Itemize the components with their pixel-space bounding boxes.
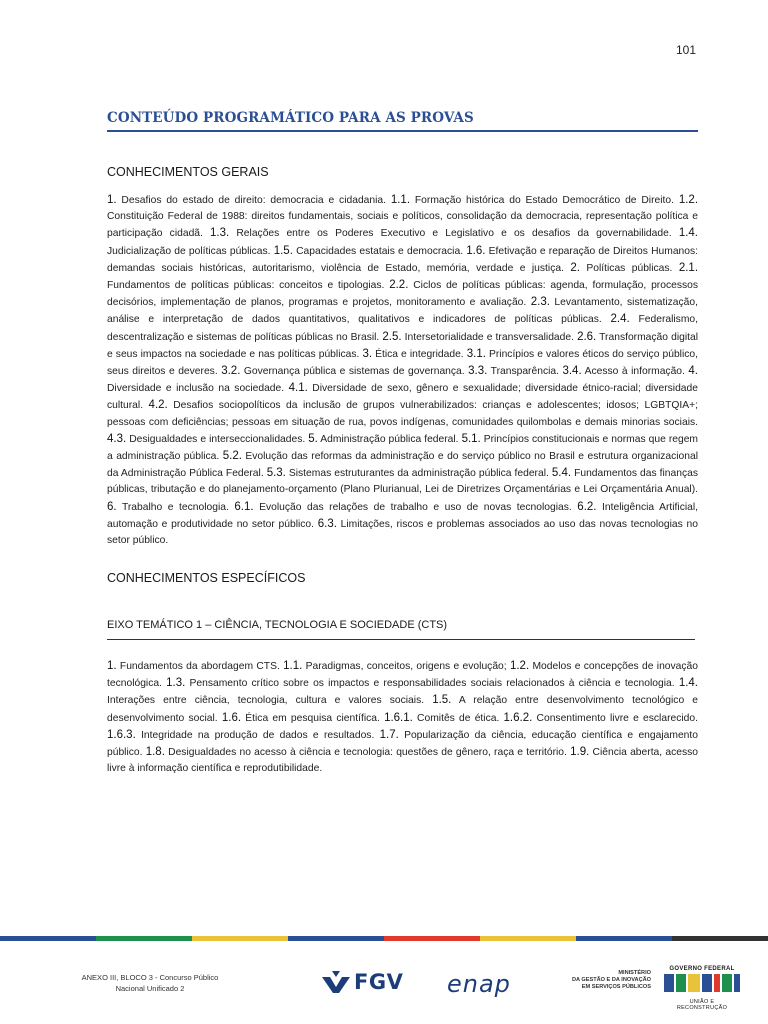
general-item-number: 1.6. — [466, 244, 486, 257]
general-item-text: Evolução das reformas da administração e do serviço público no Brasil e estrutura organizacional da Administração Pública Federal. — [107, 451, 699, 480]
general-item-text: Ética e integridade. — [372, 348, 467, 360]
general-item-text: Diversidade de sexo, gênero e sexualidade; diversidade étnico-racial; diversidade cultural. — [107, 383, 698, 412]
general-item-text: Diversidade e inclusão na sociedade. — [107, 383, 289, 395]
general-item-text: Acesso à informação. — [581, 366, 689, 378]
specific-item-number: 1.6. — [221, 711, 242, 724]
specific-item-text: Comitês de ética. — [412, 712, 504, 724]
footer-color-stripes — [0, 936, 768, 941]
federal-government-slogan: UNIÃO E RECONSTRUÇÃO — [676, 999, 728, 1011]
specific-item-text: Integridade na produção de dados e resultados. — [135, 729, 380, 741]
general-item-text: Limitações, riscos e problemas associados ao uso das novas tecnologias no setor público. — [107, 518, 698, 547]
general-item-text: Relações entre os Poderes Executivo e Legislativo e os desafios da governabilidade. — [229, 228, 679, 240]
general-item-text: Fundamentos das finanças públicas, tributação e do planejamento-orçamento (Plano Plurianual, Lei de Diretrizes Orçamentárias e Lei Orçamentária Anual). — [107, 468, 698, 496]
general-item-number: 3. — [362, 347, 373, 360]
general-item-text: Levantamento, sistematização, análise e interpretação de dados quantitativos, qualitativos e indicadores de políticas públicas. — [107, 297, 698, 326]
general-item-text: Constituição Federal de 1988: direitos fundamentais, sociais e políticos, consolidação da democracia, representação política e participação cidadã. — [107, 211, 698, 240]
general-item-number: 1.3. — [210, 227, 230, 240]
specific-item-text: A relação entre desenvolvimento tecnológico e desenvolvimento social. — [107, 695, 698, 724]
specific-item-number: 1.3. — [166, 677, 186, 690]
specific-item-text: Interações entre ciência, tecnologia, cultura e valores sociais. — [107, 695, 433, 707]
general-item-number: 3.2. — [221, 365, 241, 378]
footer-stripe — [288, 936, 384, 941]
thematic-axis-rule — [107, 639, 695, 640]
general-item-text: Governança pública e sistemas de governança. — [240, 366, 469, 378]
general-knowledge-heading: CONHECIMENTOS GERAIS — [107, 165, 269, 179]
general-item-number: 1.5. — [273, 244, 293, 257]
general-item-text: Federalismo, descentralização e sistemas de políticas públicas no Brasil. — [107, 314, 698, 343]
specific-item-number: 1.5. — [432, 694, 452, 707]
general-item-text: Inteligência Artificial, automação e produtividade no setor público. — [107, 501, 698, 530]
specific-item-number: 1.6.2. — [503, 711, 533, 724]
footer-annex-line-1: ANEXO III, BLOCO 3 - Concurso Público — [81, 973, 219, 982]
general-item-text: Desafios do estado de direito: democracia e cidadania. — [116, 195, 391, 206]
general-item-number: 2. — [570, 261, 580, 274]
footer-stripe — [96, 936, 192, 941]
ministry-logo-text — [565, 970, 651, 991]
general-item-text: Ciclos de políticas públicas: agenda, formulação, processos decisórios, implementação de planos, programas e projetos, monitoramento e avaliação. — [107, 280, 699, 309]
footer-stripe — [192, 936, 288, 941]
specific-item-number: 1. — [107, 660, 117, 672]
general-item-text: Intersetorialidade e transversalidade. — [401, 331, 578, 343]
general-item-text: Judicialização de políticas públicas. — [107, 245, 274, 257]
general-item-text: Evolução das relações de trabalho e uso de novas tecnologias. — [253, 501, 578, 513]
general-item-text: Políticas públicas. — [579, 262, 679, 274]
specific-knowledge-heading: CONHECIMENTOS ESPECÍFICOS — [107, 571, 306, 585]
ministry-line-1: MINISTÉRIO — [618, 970, 651, 976]
ministry-line-3: EM SERVIÇOS PÚBLICOS — [581, 984, 651, 990]
general-item-number: 5.4. — [551, 467, 572, 480]
footer-stripe — [672, 936, 768, 941]
general-item-text: Formação histórica do Estado Democrático de Direito. — [410, 195, 679, 206]
general-item-number: 5.2. — [222, 450, 242, 463]
general-item-text: Fundamentos de políticas públicas: conceitos e tipologias. — [107, 280, 390, 292]
general-item-text: Princípios e valores éticos do serviço público, seus direitos e deveres. — [107, 348, 698, 378]
general-item-number: 4.2. — [148, 399, 168, 412]
footer-stripe — [0, 936, 96, 941]
general-item-number: 3.1. — [466, 347, 486, 360]
footer-stripe — [480, 936, 576, 941]
brasil-wordmark-icon — [664, 972, 740, 994]
specific-item-text: Desigualdades no acesso à ciência e tecnologia: questões de gênero, raça e território. — [164, 747, 571, 759]
specific-item-text: Paradigmas, conceitos, origens e evolução; — [302, 661, 510, 672]
title-underline — [107, 130, 698, 132]
thematic-axis-heading: EIXO TEMÁTICO 1 – CIÊNCIA, TECNOLOGIA E SOCIEDADE (CTS) — [107, 619, 448, 631]
specific-item-number: 1.4. — [678, 677, 698, 690]
footer-annex-text — [60, 972, 240, 994]
specific-item-text: Pensamento crítico sobre os impactos e responsabilidades sociais relacionados à ciência e tecnologia. — [185, 678, 679, 690]
specific-item-text: Popularização da ciência, educação científica e engajamento público. — [107, 729, 698, 759]
general-item-text: Capacidades estatais e democracia. — [292, 245, 467, 257]
general-item-number: 6. — [107, 500, 117, 513]
general-item-number: 4.1. — [288, 382, 308, 395]
specific-item-text: Fundamentos da abordagem CTS. — [116, 661, 284, 672]
general-item-number: 3.4. — [562, 365, 582, 378]
general-item-text: Trabalho e tecnologia. — [116, 501, 235, 513]
general-item-number: 6.2. — [577, 500, 597, 513]
general-item-text: Princípios constitucionais e normas que regem a administração pública. — [107, 433, 699, 463]
general-item-number: 1.2. — [678, 194, 699, 206]
general-item-number: 6.3. — [317, 517, 337, 530]
federal-government-label: GOVERNO FEDERAL — [669, 966, 735, 972]
ministry-line-2: DA GESTÃO E DA INOVAÇÃO — [571, 977, 651, 983]
general-item-text: Desigualdades e interseccionalidades. — [126, 433, 309, 445]
general-item-number: 2.2. — [389, 279, 409, 292]
fgv-logo-text: FGV — [354, 970, 404, 994]
general-item-text: Efetivação e reparação de Direitos Humanos: demandas sociais históricas, autoritarismo, violência de Estado, memória, verdade e justiça. — [107, 245, 699, 274]
specific-item-text: Modelos e concepções de inovação tecnológica. — [107, 661, 698, 690]
fgv-mark-icon — [322, 971, 350, 993]
general-item-number: 2.4. — [610, 313, 630, 326]
footer-stripe — [576, 936, 672, 941]
specific-item-number: 1.1. — [283, 660, 303, 672]
specific-item-number: 1.2. — [509, 660, 530, 672]
general-item-number: 5.1. — [461, 432, 481, 445]
general-item-number: 4. — [688, 365, 698, 378]
general-item-number: 1.4. — [678, 227, 698, 240]
general-item-text: Desafios sociopolíticos da inclusão de grupos vulnerabilizados: crianças e adolescentes; idosos; LGBTQIA+; pessoas com deficiências; pessoas em situação de rua, povos indígenas, comunidades quilombolas e demais minorias sociais. — [107, 400, 699, 428]
specific-item-number: 1.8. — [145, 746, 165, 759]
general-item-number: 1.1. — [390, 194, 411, 206]
general-item-number: 2.1. — [678, 261, 699, 274]
footer-annex-line-2: Nacional Unificado 2 — [115, 984, 185, 993]
page-title: CONTEÚDO PROGRAMÁTICO PARA AS PROVAS — [107, 110, 474, 126]
general-item-number: 4.3. — [107, 432, 127, 445]
ministry-logo — [565, 970, 651, 991]
general-item-number: 5. — [308, 432, 318, 445]
general-item-number: 2.3. — [530, 296, 550, 309]
general-item-number: 5.3. — [266, 467, 286, 480]
general-item-text: Transparência. — [487, 366, 563, 378]
general-knowledge-paragraph — [107, 192, 698, 549]
footer-stripe — [384, 936, 480, 941]
federal-government-logo — [664, 966, 740, 1011]
fgv-logo — [322, 970, 403, 994]
general-item-text: Transformação digital e seus impactos na sociedade e nas políticas públicas. — [107, 331, 699, 360]
specific-item-text: Consentimento livre e esclarecido. — [532, 712, 698, 724]
thematic-axis-paragraph — [107, 658, 698, 777]
enap-logo: enap — [447, 970, 511, 998]
general-item-text: Sistemas estruturantes da administração pública federal. — [285, 468, 552, 480]
general-item-number: 2.5. — [382, 330, 402, 343]
general-item-number: 1. — [107, 194, 117, 206]
page-number: 101 — [675, 43, 696, 57]
specific-item-number: 1.6.3. — [107, 728, 136, 741]
general-item-number: 2.6. — [577, 330, 597, 343]
specific-item-number: 1.7. — [379, 728, 399, 741]
general-item-text: Administração pública federal. — [317, 433, 462, 445]
specific-item-number: 1.9. — [570, 746, 590, 759]
specific-item-number: 1.6.1. — [384, 711, 413, 724]
specific-item-text: Ciência aberta, acesso livre à informação científica e reprodutibilidade. — [107, 747, 698, 775]
general-item-number: 3.3. — [468, 365, 488, 378]
general-item-number: 6.1. — [234, 500, 254, 513]
specific-item-text: Ética em pesquisa científica. — [241, 712, 385, 724]
